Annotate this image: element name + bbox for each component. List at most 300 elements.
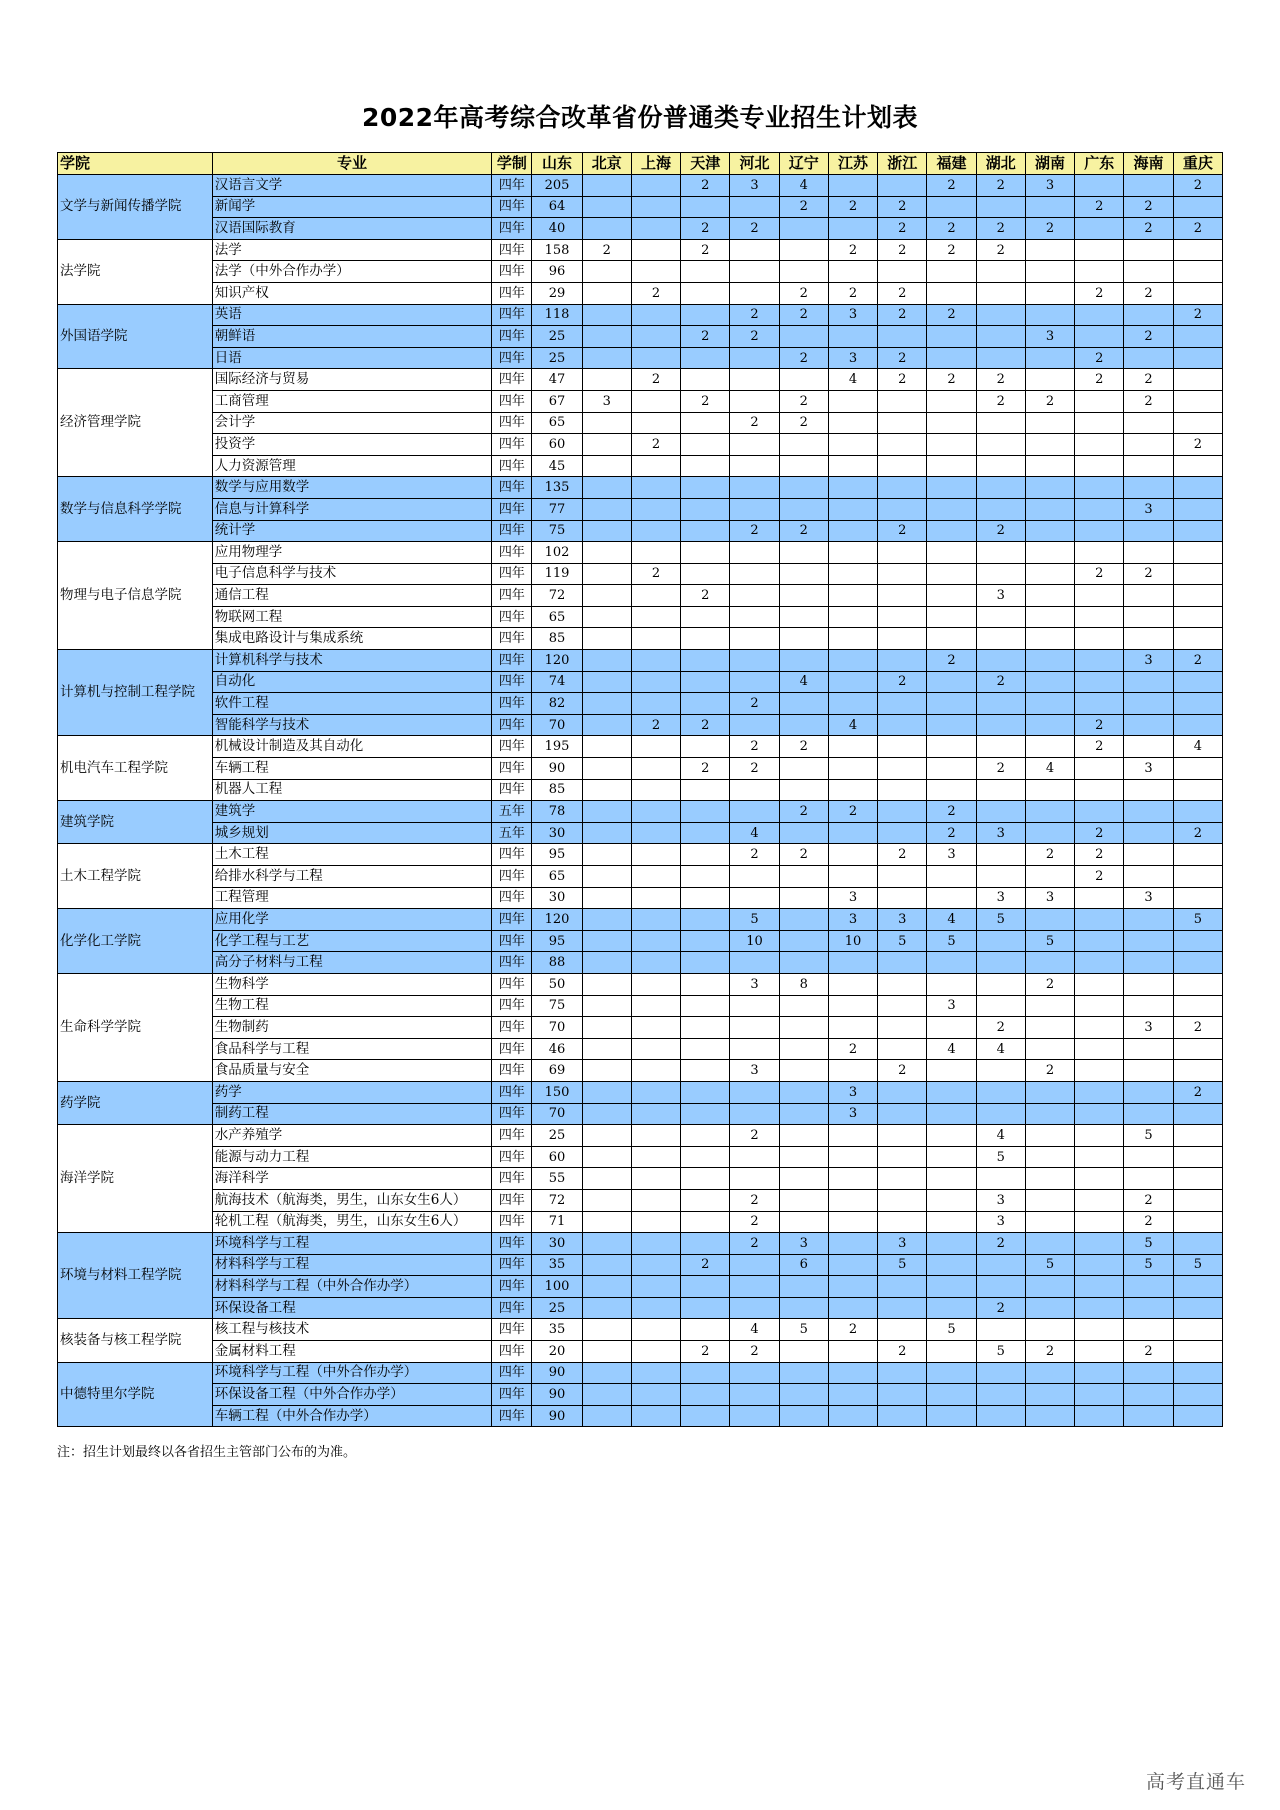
count-cell [730, 1362, 779, 1384]
duration-cell: 四年 [492, 1189, 532, 1211]
count-cell [631, 1038, 680, 1060]
count-cell [878, 1405, 927, 1427]
count-cell [1075, 520, 1124, 542]
count-cell: 120 [532, 650, 582, 672]
count-cell: 102 [532, 542, 582, 564]
count-cell: 2 [1075, 736, 1124, 758]
count-cell [927, 1405, 976, 1427]
count-cell [730, 1146, 779, 1168]
count-cell [828, 844, 877, 866]
count-cell: 3 [828, 887, 877, 909]
count-cell [976, 736, 1025, 758]
count-cell [631, 693, 680, 715]
duration-cell: 四年 [492, 1384, 532, 1406]
count-cell [1075, 1211, 1124, 1233]
count-cell [1025, 347, 1074, 369]
count-cell: 100 [532, 1276, 582, 1298]
count-cell [1124, 1146, 1173, 1168]
count-cell [1075, 1341, 1124, 1363]
count-cell: 5 [976, 1146, 1025, 1168]
count-cell [730, 585, 779, 607]
major-cell: 核工程与核技术 [212, 1319, 491, 1341]
duration-cell: 四年 [492, 326, 532, 348]
count-cell: 2 [878, 347, 927, 369]
count-cell [730, 995, 779, 1017]
count-cell [927, 1233, 976, 1255]
count-cell [1075, 758, 1124, 780]
count-cell: 67 [532, 390, 582, 412]
count-cell [878, 736, 927, 758]
table-row [58, 1384, 1223, 1406]
count-cell [1025, 1081, 1074, 1103]
count-cell [1124, 434, 1173, 456]
count-cell [1173, 1384, 1222, 1406]
count-cell [828, 1233, 877, 1255]
major-cell: 知识产权 [212, 282, 491, 304]
count-cell [1075, 1189, 1124, 1211]
count-cell: 2 [631, 434, 680, 456]
count-cell [631, 1168, 680, 1190]
count-cell [1075, 498, 1124, 520]
count-cell: 3 [1124, 650, 1173, 672]
count-cell: 85 [532, 779, 582, 801]
count-cell [1075, 1276, 1124, 1298]
count-cell [828, 434, 877, 456]
count-cell [631, 304, 680, 326]
count-cell [1075, 1384, 1124, 1406]
count-cell [976, 650, 1025, 672]
count-cell: 3 [582, 390, 631, 412]
count-cell [927, 1125, 976, 1147]
count-cell [1173, 1341, 1222, 1363]
duration-cell: 四年 [492, 196, 532, 218]
count-cell [828, 1254, 877, 1276]
count-cell [878, 477, 927, 499]
count-cell [582, 563, 631, 585]
count-cell: 29 [532, 282, 582, 304]
count-cell [1124, 1362, 1173, 1384]
count-cell [828, 1189, 877, 1211]
count-cell [1124, 714, 1173, 736]
count-cell: 69 [532, 1060, 582, 1082]
count-cell [927, 1168, 976, 1190]
count-cell [681, 282, 730, 304]
major-cell: 会计学 [212, 412, 491, 434]
duration-cell: 四年 [492, 973, 532, 995]
count-cell: 4 [927, 909, 976, 931]
count-cell [1124, 606, 1173, 628]
count-cell [1075, 1081, 1124, 1103]
count-cell: 195 [532, 736, 582, 758]
count-cell [681, 1038, 730, 1060]
count-cell [927, 585, 976, 607]
count-cell [976, 1168, 1025, 1190]
count-cell [681, 952, 730, 974]
count-cell [1173, 844, 1222, 866]
count-cell: 65 [532, 866, 582, 888]
count-cell [878, 434, 927, 456]
count-cell [582, 758, 631, 780]
count-cell: 2 [730, 844, 779, 866]
count-cell [927, 1060, 976, 1082]
count-cell [779, 758, 828, 780]
count-cell [681, 520, 730, 542]
count-cell [878, 261, 927, 283]
major-cell: 化学工程与工艺 [212, 930, 491, 952]
count-cell: 2 [1075, 369, 1124, 391]
count-cell: 70 [532, 714, 582, 736]
duration-cell: 四年 [492, 930, 532, 952]
count-cell: 150 [532, 1081, 582, 1103]
count-cell: 2 [730, 1125, 779, 1147]
major-cell: 汉语言文学 [212, 175, 491, 197]
count-cell: 4 [1173, 736, 1222, 758]
count-cell: 3 [730, 973, 779, 995]
count-cell [631, 477, 680, 499]
table-row [58, 693, 1223, 715]
column-header-province: 重庆 [1173, 153, 1222, 175]
count-cell: 2 [976, 218, 1025, 240]
count-cell [681, 434, 730, 456]
count-cell [1025, 1189, 1074, 1211]
count-cell: 4 [779, 671, 828, 693]
page-title: 2022年高考综合改革省份普通类专业招生计划表 [361, 103, 919, 132]
count-cell [1075, 779, 1124, 801]
count-cell: 2 [1025, 844, 1074, 866]
table-row [58, 909, 1223, 931]
count-cell [582, 304, 631, 326]
count-cell [828, 455, 877, 477]
count-cell: 47 [532, 369, 582, 391]
count-cell [927, 520, 976, 542]
duration-cell: 四年 [492, 498, 532, 520]
count-cell [828, 736, 877, 758]
count-cell [631, 1319, 680, 1341]
count-cell: 2 [730, 1233, 779, 1255]
major-cell: 环保设备工程（中外合作办学） [212, 1384, 491, 1406]
count-cell [779, 1081, 828, 1103]
count-cell [779, 1211, 828, 1233]
count-cell [927, 866, 976, 888]
count-cell [779, 650, 828, 672]
count-cell [1173, 866, 1222, 888]
count-cell: 2 [976, 175, 1025, 197]
count-cell [681, 1233, 730, 1255]
count-cell [976, 1405, 1025, 1427]
duration-cell: 四年 [492, 995, 532, 1017]
count-cell [1025, 434, 1074, 456]
count-cell: 3 [828, 1103, 877, 1125]
count-cell: 2 [1075, 822, 1124, 844]
count-cell [1025, 1384, 1074, 1406]
count-cell [1124, 952, 1173, 974]
count-cell [631, 1060, 680, 1082]
count-cell [681, 628, 730, 650]
count-cell [1025, 498, 1074, 520]
table-row [58, 952, 1223, 974]
count-cell: 2 [878, 304, 927, 326]
count-cell [681, 1211, 730, 1233]
count-cell: 2 [1173, 175, 1222, 197]
count-cell [730, 1297, 779, 1319]
count-cell [631, 1081, 680, 1103]
duration-cell: 四年 [492, 218, 532, 240]
major-cell: 食品科学与工程 [212, 1038, 491, 1060]
count-cell [976, 542, 1025, 564]
count-cell [631, 1297, 680, 1319]
school-cell: 海洋学院 [58, 1125, 213, 1233]
count-cell [1025, 520, 1074, 542]
count-cell [582, 196, 631, 218]
count-cell [976, 973, 1025, 995]
count-cell: 2 [927, 650, 976, 672]
count-cell [730, 628, 779, 650]
count-cell: 2 [779, 520, 828, 542]
count-cell [878, 628, 927, 650]
count-cell [927, 1276, 976, 1298]
count-cell [730, 390, 779, 412]
count-cell [927, 498, 976, 520]
count-cell [976, 1362, 1025, 1384]
count-cell: 5 [1173, 1254, 1222, 1276]
major-cell: 水产养殖学 [212, 1125, 491, 1147]
count-cell: 2 [730, 412, 779, 434]
column-header-province: 江苏 [828, 153, 877, 175]
duration-cell: 四年 [492, 1362, 532, 1384]
count-cell [730, 196, 779, 218]
count-cell [927, 671, 976, 693]
count-cell [681, 1060, 730, 1082]
count-cell [976, 1254, 1025, 1276]
count-cell [779, 628, 828, 650]
count-cell [730, 498, 779, 520]
count-cell [631, 1384, 680, 1406]
count-cell: 4 [730, 1319, 779, 1341]
count-cell [1075, 542, 1124, 564]
major-cell: 金属材料工程 [212, 1341, 491, 1363]
count-cell [779, 1189, 828, 1211]
count-cell [976, 866, 1025, 888]
major-cell: 国际经济与贸易 [212, 369, 491, 391]
count-cell [582, 455, 631, 477]
count-cell: 2 [1124, 369, 1173, 391]
count-cell [582, 973, 631, 995]
count-cell: 3 [730, 175, 779, 197]
count-cell [1173, 261, 1222, 283]
count-cell [582, 1060, 631, 1082]
count-cell [779, 542, 828, 564]
count-cell: 8 [779, 973, 828, 995]
count-cell [582, 844, 631, 866]
table-row [58, 563, 1223, 585]
count-cell [976, 498, 1025, 520]
table-row [58, 434, 1223, 456]
count-cell [1075, 1103, 1124, 1125]
table-row [58, 304, 1223, 326]
duration-cell: 四年 [492, 1211, 532, 1233]
count-cell [878, 714, 927, 736]
count-cell [779, 779, 828, 801]
count-cell [927, 390, 976, 412]
count-cell [631, 1276, 680, 1298]
duration-cell: 四年 [492, 347, 532, 369]
count-cell: 2 [976, 520, 1025, 542]
count-cell [582, 1189, 631, 1211]
column-header-province: 海南 [1124, 153, 1173, 175]
count-cell [927, 1384, 976, 1406]
major-cell: 药学 [212, 1081, 491, 1103]
count-cell [730, 779, 779, 801]
count-cell [730, 1168, 779, 1190]
column-header-province: 浙江 [878, 153, 927, 175]
count-cell: 25 [532, 1125, 582, 1147]
count-cell [1075, 628, 1124, 650]
duration-cell: 四年 [492, 1297, 532, 1319]
count-cell: 2 [631, 369, 680, 391]
count-cell: 71 [532, 1211, 582, 1233]
count-cell [730, 1384, 779, 1406]
count-cell: 2 [878, 196, 927, 218]
count-cell [1173, 369, 1222, 391]
count-cell [730, 801, 779, 823]
duration-cell: 四年 [492, 1276, 532, 1298]
count-cell: 96 [532, 261, 582, 283]
count-cell: 45 [532, 455, 582, 477]
count-cell: 2 [779, 390, 828, 412]
count-cell [582, 1146, 631, 1168]
count-cell [582, 1341, 631, 1363]
table-row [58, 1211, 1223, 1233]
count-cell [582, 434, 631, 456]
count-cell [582, 1276, 631, 1298]
count-cell [730, 347, 779, 369]
count-cell [582, 714, 631, 736]
count-cell [1124, 542, 1173, 564]
count-cell [779, 563, 828, 585]
table-row [58, 1060, 1223, 1082]
count-cell [1025, 628, 1074, 650]
count-cell [631, 239, 680, 261]
count-cell [730, 477, 779, 499]
table-row [58, 1233, 1223, 1255]
count-cell [1025, 585, 1074, 607]
school-cell: 物理与电子信息学院 [58, 542, 213, 650]
count-cell [582, 671, 631, 693]
count-cell: 3 [1025, 887, 1074, 909]
school-cell: 文学与新闻传播学院 [58, 175, 213, 240]
count-cell [927, 347, 976, 369]
table-row [58, 347, 1223, 369]
count-cell [878, 887, 927, 909]
major-cell: 自动化 [212, 671, 491, 693]
count-cell [730, 1017, 779, 1039]
count-cell [878, 801, 927, 823]
count-cell: 3 [1025, 326, 1074, 348]
count-cell [631, 628, 680, 650]
count-cell [779, 1168, 828, 1190]
major-cell: 新闻学 [212, 196, 491, 218]
count-cell [582, 1319, 631, 1341]
count-cell [1173, 347, 1222, 369]
count-cell: 135 [532, 477, 582, 499]
major-cell: 环境科学与工程 [212, 1233, 491, 1255]
count-cell: 2 [1173, 1017, 1222, 1039]
count-cell [976, 995, 1025, 1017]
duration-cell: 五年 [492, 822, 532, 844]
count-cell: 2 [927, 369, 976, 391]
count-cell [779, 1125, 828, 1147]
count-cell: 119 [532, 563, 582, 585]
count-cell: 2 [878, 1060, 927, 1082]
count-cell [779, 1017, 828, 1039]
count-cell [779, 1405, 828, 1427]
count-cell [828, 779, 877, 801]
count-cell [927, 434, 976, 456]
major-cell: 物联网工程 [212, 606, 491, 628]
duration-cell: 四年 [492, 239, 532, 261]
major-cell: 环保设备工程 [212, 1297, 491, 1319]
count-cell [1075, 1146, 1124, 1168]
count-cell [1173, 1319, 1222, 1341]
school-cell: 药学院 [58, 1081, 213, 1124]
count-cell: 3 [1025, 175, 1074, 197]
count-cell [976, 844, 1025, 866]
table-row [58, 175, 1223, 197]
count-cell [1075, 995, 1124, 1017]
count-cell [878, 1103, 927, 1125]
count-cell [1025, 1319, 1074, 1341]
count-cell [582, 1211, 631, 1233]
count-cell: 5 [927, 1319, 976, 1341]
enrollment-plan-table [57, 152, 1223, 1427]
table-row [58, 995, 1223, 1017]
count-cell [927, 1146, 976, 1168]
count-cell [681, 563, 730, 585]
count-cell [681, 1146, 730, 1168]
count-cell [631, 1146, 680, 1168]
count-cell [1173, 1125, 1222, 1147]
count-cell [582, 498, 631, 520]
count-cell: 3 [828, 347, 877, 369]
count-cell [1025, 1168, 1074, 1190]
count-cell [828, 693, 877, 715]
school-cell: 核装备与核工程学院 [58, 1319, 213, 1362]
count-cell [828, 606, 877, 628]
count-cell [1173, 196, 1222, 218]
count-cell [878, 1125, 927, 1147]
table-row [58, 218, 1223, 240]
major-cell: 制药工程 [212, 1103, 491, 1125]
count-cell: 64 [532, 196, 582, 218]
count-cell [681, 1125, 730, 1147]
count-cell: 74 [532, 671, 582, 693]
count-cell [828, 1384, 877, 1406]
count-cell: 77 [532, 498, 582, 520]
table-row [58, 1168, 1223, 1190]
count-cell [730, 1038, 779, 1060]
count-cell: 55 [532, 1168, 582, 1190]
duration-cell: 四年 [492, 779, 532, 801]
major-cell: 工商管理 [212, 390, 491, 412]
count-cell [631, 455, 680, 477]
count-cell: 2 [976, 1297, 1025, 1319]
count-cell [582, 628, 631, 650]
count-cell [878, 390, 927, 412]
count-cell [1075, 909, 1124, 931]
table-row [58, 973, 1223, 995]
count-cell [1124, 693, 1173, 715]
count-cell [681, 779, 730, 801]
